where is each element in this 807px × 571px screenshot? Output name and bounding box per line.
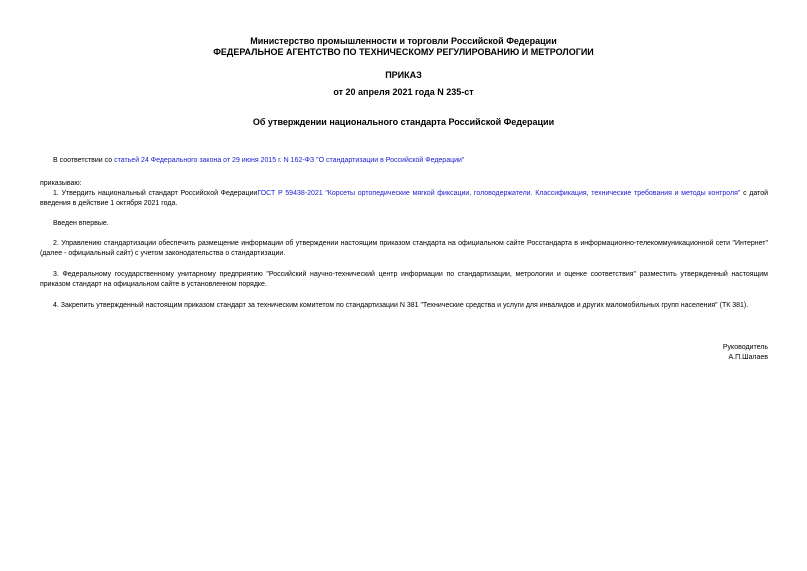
- law-link[interactable]: статьей 24 Федерального закона от 29 июня 2015 г. N 162-ФЗ "О стандартизации в Российской Федерации": [114, 157, 465, 164]
- item-3: 3. Федеральному государственному унитарному предприятию "Российский научно-технический центр информации по стандартизации, метрологии и оценке соответствия" разместить утвержденный настоящим приказом стандарт на официальном сайте в установленном порядке.: [40, 271, 768, 288]
- signature-name: А.П.Шалаев: [728, 354, 768, 361]
- item-1-suffix: с датой введения в действие 1 октября 2021 года.: [40, 190, 768, 207]
- order-word: приказываю:: [40, 180, 82, 187]
- doc-type: ПРИКАЗ: [385, 70, 422, 80]
- standard-link[interactable]: ГОСТ Р 59438-2021 "Корсеты ортопедические мягкой фиксации, головодержатели. Классификация, технические требования и методы контроля": [257, 190, 741, 197]
- item-1-prefix: 1. Утвердить национальный стандарт Российской Федерации: [53, 190, 258, 197]
- doc-subject: Об утверждении национального стандарта Российской Федерации: [252, 117, 555, 127]
- intro-first: Введен впервые.: [53, 220, 109, 227]
- preamble-prefix: В соответствии со: [53, 157, 115, 164]
- item-1: [40, 189, 768, 209]
- signature-title: Руководитель: [722, 344, 768, 351]
- agency-title: ФЕДЕРАЛЬНОЕ АГЕНТСТВО ПО ТЕХНИЧЕСКОМУ РЕГУЛИРОВАНИЮ И МЕТРОЛОГИИ: [213, 47, 594, 57]
- date-number: от 20 апреля 2021 года N 235-ст: [333, 87, 474, 97]
- item-2: 2. Управлению стандартизации обеспечить размещение информации об утверждении настоящим приказом стандарта на официальном сайте Росстандарта в информационно-телекоммуникационной сети "Интернет" (далее - официальный сайт) с учетом законодательства о стандартизации.: [40, 240, 768, 257]
- item-4: 4. Закрепить утвержденный настоящим приказом стандарт за техническим комитетом по стандартизации N 381 "Технические средства и услуги для инвалидов и других маломобильных групп населения" (ТК 381).: [53, 302, 749, 309]
- preamble: [53, 156, 753, 166]
- ministry-title: Министерство промышленности и торговли Российской Федерации: [250, 36, 557, 46]
